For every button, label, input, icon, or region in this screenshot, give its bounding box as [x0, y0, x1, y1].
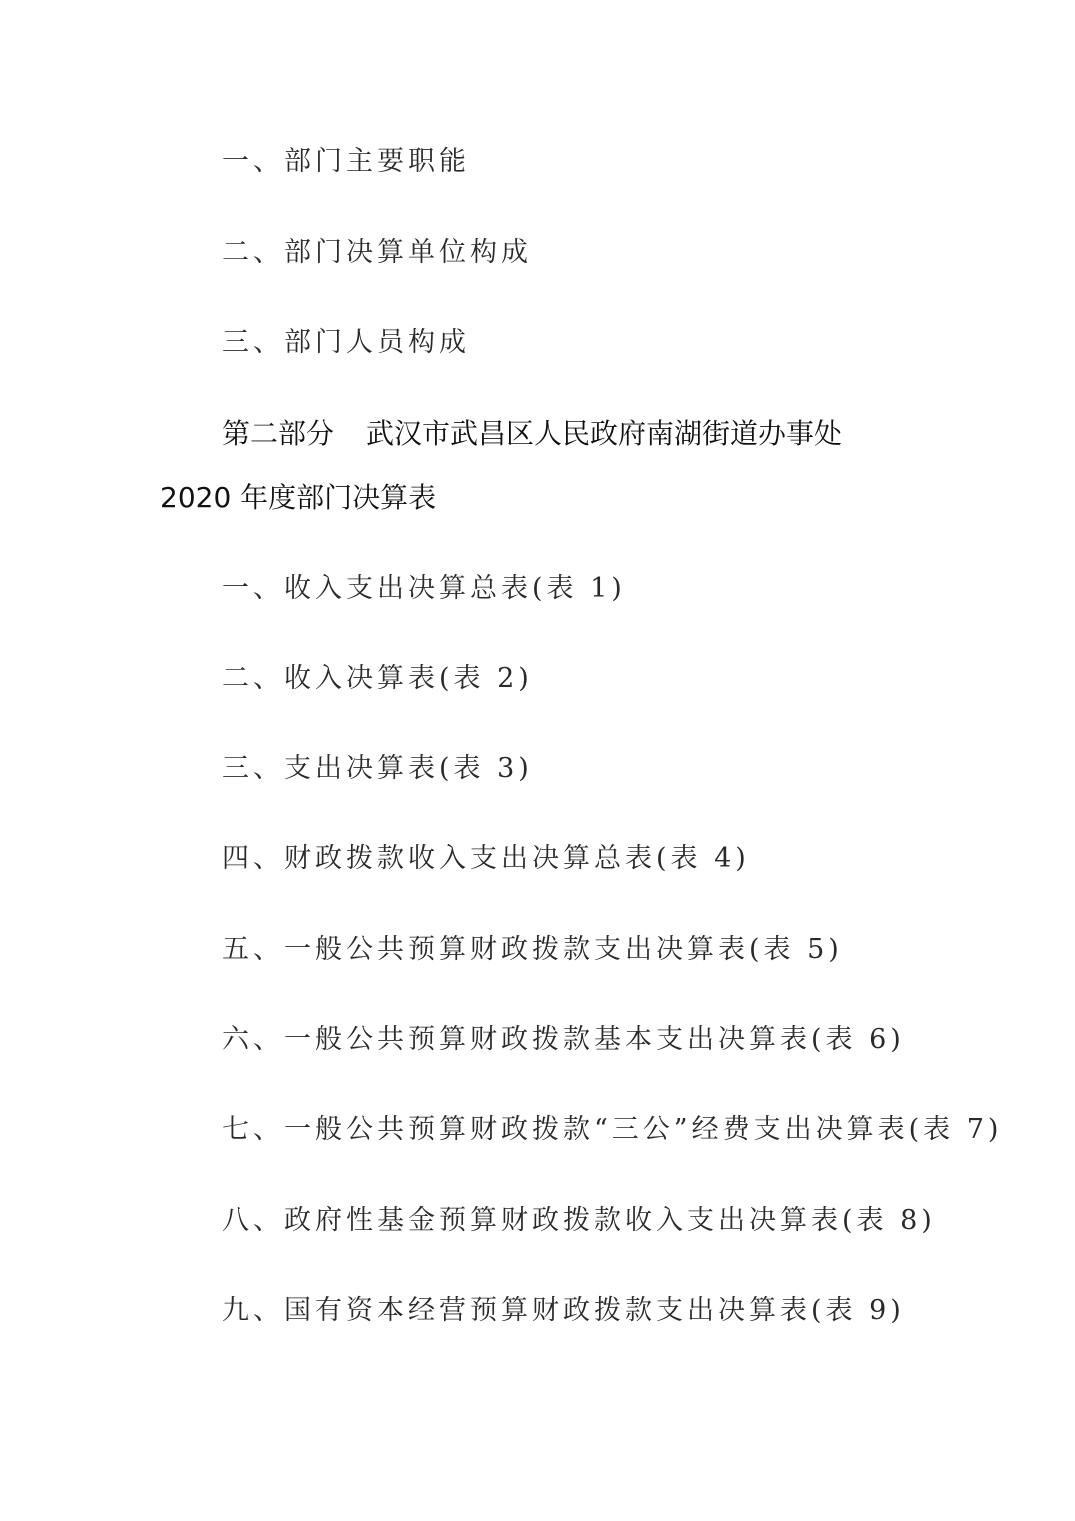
toc-item-table-6: 六、一般公共预算财政拨款基本支出决算表(表 6) [222, 1024, 905, 1055]
part-two-title: 武汉市武昌区人民政府南湖街道办事处 [366, 417, 843, 450]
toc-item-unit-composition: 二、部门决算单位构成 [222, 237, 532, 268]
toc-item-table-2: 二、收入决算表(表 2) [222, 663, 533, 694]
toc-item-table-4: 四、财政拨款收入支出决算总表(表 4) [222, 843, 750, 874]
toc-item-table-3: 三、支出决算表(表 3) [222, 753, 533, 784]
part-two-heading [222, 416, 842, 452]
part-two-subtitle: 2020 年度部门决算表 [160, 481, 437, 514]
part-two-label: 第二部分 [222, 417, 335, 450]
toc-item-table-8: 八、政府性基金预算财政拨款收入支出决算表(表 8) [222, 1205, 936, 1236]
toc-item-main-functions: 一、部门主要职能 [222, 146, 470, 177]
toc-item-table-5: 五、一般公共预算财政拨款支出决算表(表 5) [222, 934, 843, 965]
toc-item-table-7: 七、一般公共预算财政拨款“三公”经费支出决算表(表 7) [222, 1114, 1003, 1145]
toc-item-table-1: 一、收入支出决算总表(表 1) [222, 573, 626, 604]
toc-item-staff-composition: 三、部门人员构成 [222, 327, 470, 358]
toc-item-table-9: 九、国有资本经营预算财政拨款支出决算表(表 9) [222, 1295, 905, 1326]
